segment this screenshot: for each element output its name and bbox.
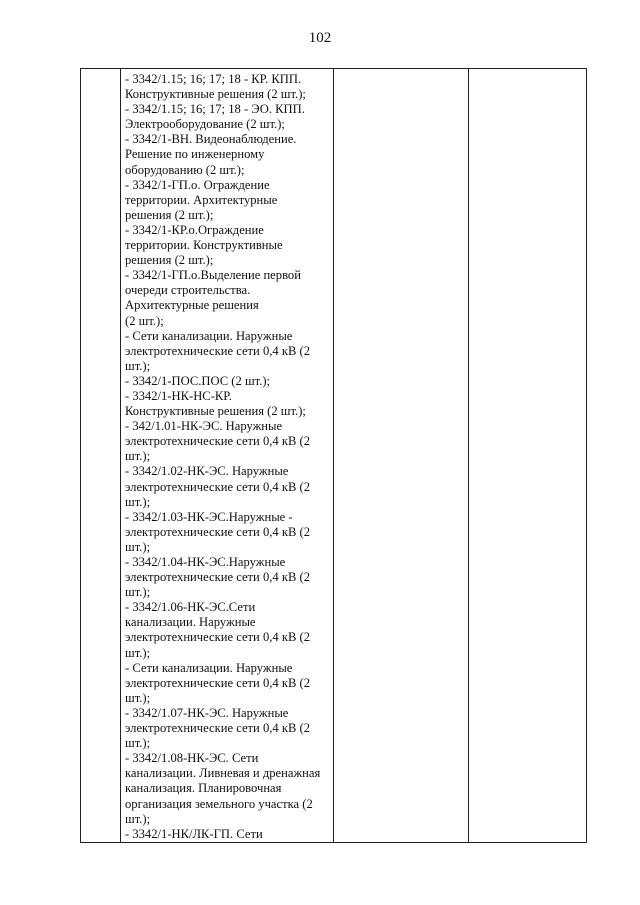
document-line: шт.); — [125, 358, 151, 373]
document-line: - 3342/1.04-НК-ЭС.Наружные — [125, 555, 286, 569]
document-line: - Сети канализации. Наружные — [125, 660, 293, 675]
document-line: - 3342/1.15; 16; 17; 18 - КР. КПП. — [125, 72, 302, 86]
document-line: шт.); — [125, 539, 151, 554]
document-line: канализации. Ливневая и дренажная — [125, 766, 321, 781]
document-line: - 342/1.01-НК-ЭС. Наружные — [125, 419, 283, 434]
document-line: - Сети канализации. Наружные — [125, 328, 293, 343]
document-line: организация земельного участка (2 — [125, 796, 313, 811]
document-line: - 3342/1.02-НК-ЭС. Наружные — [125, 464, 289, 479]
table-cell-empty-3 — [334, 69, 469, 843]
document-line: Архитектурные решения — [125, 298, 259, 313]
document-line: - 3342/1-НК-НС-КР. — [125, 388, 232, 403]
document-line: - 3342/1-НК/ЛК-ГП. Сети — [125, 826, 263, 841]
document-line: - 3342/1.07-НК-ЭС. Наружные — [125, 705, 289, 720]
table-cell-empty-4 — [469, 69, 587, 843]
document-line: - 3342/1.06-НК-ЭС.Сети — [125, 600, 256, 615]
document-line: Конструктивные решения (2 шт.); — [125, 404, 306, 419]
document-line: решения (2 шт.); — [125, 253, 214, 268]
document-line: шт.); — [125, 736, 151, 751]
table-cell-documents — [121, 69, 334, 843]
document-line: решения (2 шт.); — [125, 207, 214, 222]
document-line: канализация. Планировочная — [125, 781, 282, 796]
document-line: шт.); — [125, 494, 151, 509]
document-line: электротехнические сети 0,4 кВ (2 — [125, 570, 310, 585]
document-line: территории. Конструктивные — [125, 238, 283, 253]
table-row — [81, 69, 587, 843]
document-line: электротехнические сети 0,4 кВ (2 — [125, 434, 310, 449]
document-line: - 3342/1-ГП.о. Ограждение — [125, 177, 270, 192]
document-line: Электрооборудование (2 шт.); — [125, 117, 285, 132]
document-line: электротехнические сети 0,4 кВ (2 — [125, 630, 310, 645]
document-table — [80, 68, 587, 843]
document-line: шт.); — [125, 449, 151, 464]
table-cell-number — [81, 69, 121, 843]
document-line: оборудованию (2 шт.); — [125, 162, 245, 177]
page-number: 102 — [308, 30, 332, 46]
document-line: электротехнические сети 0,4 кВ (2 — [125, 675, 310, 690]
document-line: шт.); — [125, 585, 151, 600]
document-line: шт.); — [125, 690, 151, 705]
document-line: электротехнические сети 0,4 кВ (2 — [125, 343, 310, 358]
document-line: очереди строительства. — [125, 283, 251, 298]
document-line: шт.); — [125, 645, 151, 660]
document-line: электротехнические сети 0,4 кВ (2 — [125, 479, 310, 494]
document-line: - 3342/1-КР.о.Ограждение — [125, 222, 264, 237]
document-line: - 3342/1-ВН. Видеонаблюдение. — [125, 132, 297, 147]
document-line: Решение по инженерному — [125, 147, 265, 162]
document-line: территории. Архитектурные — [125, 192, 278, 207]
document-line: - 3342/1-ПОС.ПОС (2 шт.); — [125, 373, 271, 388]
document-line: Конструктивные решения (2 шт.); — [125, 87, 306, 102]
document-line: электротехнические сети 0,4 кВ (2 — [125, 721, 310, 736]
document-line: электротехнические сети 0,4 кВ (2 — [125, 524, 310, 539]
document-line: шт.); — [125, 811, 151, 826]
document-line: - 3342/1-ГП.о.Выделение первой — [125, 268, 301, 283]
document-line: (2 шт.); — [125, 313, 164, 328]
document-line: канализации. Наружные — [125, 615, 256, 630]
document-line: - 3342/1.08-НК-ЭС. Сети — [125, 751, 259, 766]
document-line: - 3342/1.03-НК-ЭС.Наружные - — [125, 509, 293, 524]
document-line: - 3342/1.15; 16; 17; 18 - ЭО. КПП. — [125, 102, 305, 117]
